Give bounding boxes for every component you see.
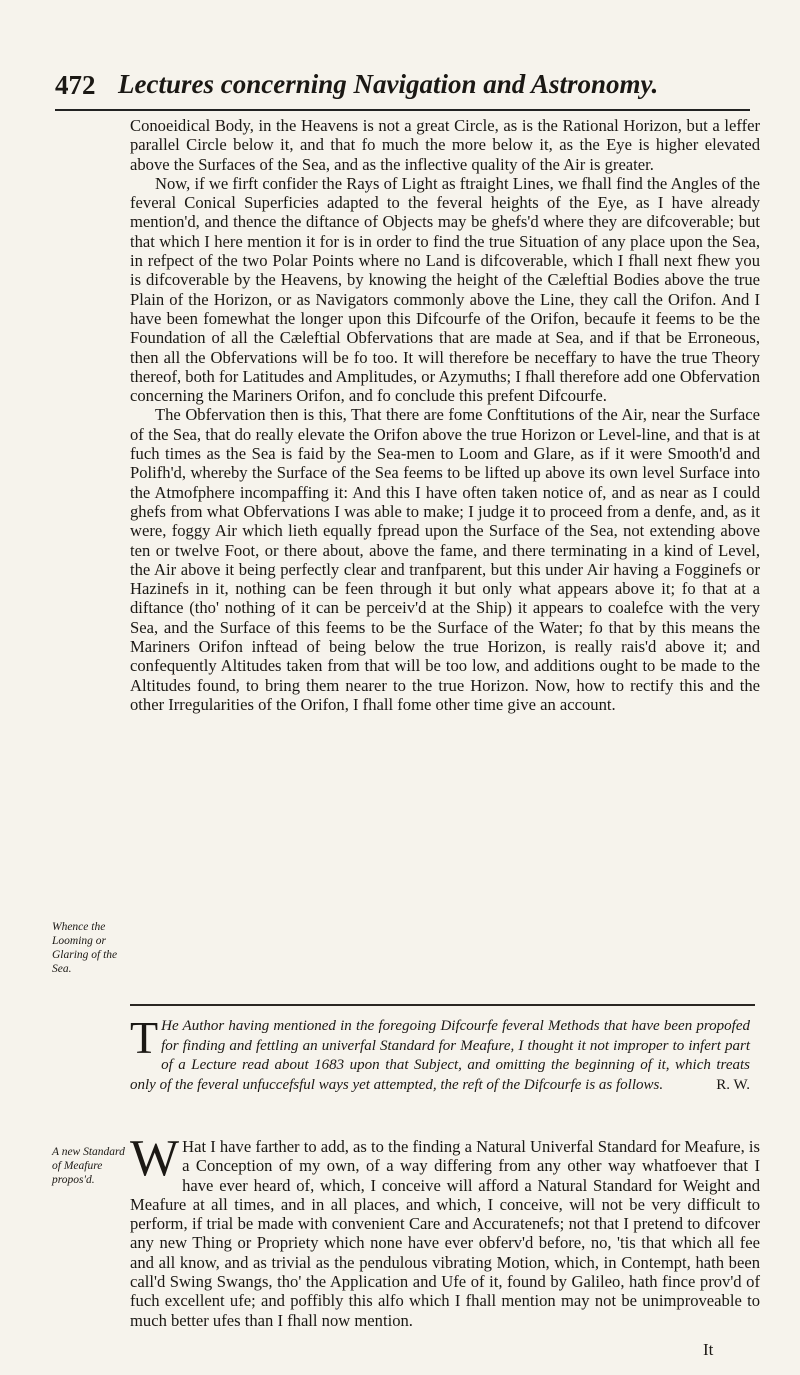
- section-rule: [130, 1004, 755, 1006]
- paragraph-text: Now, if we firft confider the Rays of Light as ftraight Lines, we fhall find the Angles of the feveral Conical Superficies adapted to the feveral heights of the Eye, as I have already mention'd, and thence the diftance of Objects may be ghefs'd where they are difcoverable; but that which I here mention it for is in order to find the true Situation of any place upon the Sea, in refpect of the two Polar Points where no Land is difcoverable, which I fhall next fhew you is difcoverable by the Heavens, by knowing the height of the Cæleftial Bodies above the true Plain of the Horizon, or as Navigators commonly above the Line, they call the Orifon. And I have been fomewhat the longer upon this Difcourfe of the Orifon, becaufe it feems to be the Foundation of all the Cæleftial Obfervations that are made at Sea, and if that be Erroneous, then all the Obfervations will be fo too. It will therefore be neceffary to have the true Theory thereof, both for Latitudes and Amplitudes, or Azymuths; I fhall therefore add one Obfervation concerning the Mariners Orifon, and fo conclude this prefent Difcourfe.: [130, 173, 760, 406]
- drop-initial: T: [130, 1012, 159, 1063]
- paragraph-text: The Obfervation then is this, That there are fome Conftitutions of the Air, near the Surface of the Sea, that do really elevate the Orifon above the true Horizon or Level-line, and that is at fuch times as the Sea is faid by the Sea-men to Loom and Glare, as if it were Smooth'd and Polifh'd, whereby the Surface of the Sea feems to be lifted up above its own level Surface into the Atmofphere incompaffing it: And this I have often taken notice of, and as near as I could ghefs from what Obfervations I was able to make; I judge it to proceed from a denfe, and, as it were, foggy Air which lieth equally fpread upon the Surface of the Sea, not extending above ten or twelve Foot, or there about, above the fame, and there terminating in a kind of Level, the Air above it being perfectly clear and tranfparent, but this under Air having a Fogginefs or Hazinefs in it, nothing can be feen through it but only what appears above it; fo that at a diftance (tho' nothing of it can be perceiv'd at the Ship) it appears to coalefce with the very Sea, and the Surface of this feems to be the Surface of the Water; fo that by this means the Mariners Orifon inftead of being below the true Horizon, is really rais'd above it; and confequently Altitudes taken from that will be too low, and additions ought to be made to the Altitudes found, to bring them nearer to the true Horizon. Now, how to rectify this and the other Irregularities of the Orifon, I fhall fome other time give an account.: [130, 405, 760, 714]
- paragraph-1: [130, 116, 760, 714]
- editor-note: [130, 1012, 750, 1095]
- paragraph-text: Conoeidical Body, in the Heavens is not a great Circle, as is the Rational Horizon, but a leffer parallel Circle below it, and that fo much the more below it, as the Eye is higher elevated above the Surfaces of the Sea, and as the inflective quality of the Air is greater.: [130, 116, 760, 174]
- drop-initial: W: [130, 1130, 180, 1187]
- catchword: It: [703, 1340, 714, 1359]
- page-number: 472: [55, 70, 96, 100]
- page-header: [55, 70, 745, 110]
- editor-note-text: He Author having mentioned in the foregoing Difcourfe feveral Methods that have been propofed for finding and fettling an univerfal Standard for Meafure, I thought it not improper to infert part of a Lecture read about 1683 upon that Subject, and omitting the beginning of it, which treats only of the feveral unfuccefsful ways yet attempted, the reft of the Difcourfe is as follows.: [130, 1018, 750, 1093]
- editor-signature: R. W.: [716, 1076, 750, 1093]
- header-rule: [55, 109, 750, 111]
- running-title: Lectures concerning Navigation and Astronomy.: [118, 69, 659, 99]
- paragraph-text: Hat I have farther to add, as to the finding a Natural Univerfal Standard for Meafure, is a Conception of my own, of a way differing from any other way whatfoever that I have ever heard of, which, I conceive will afford a Natural Standard for Weight and Meafure at all times, and in all places, and which, I conceive, will not be very difficult to perform, if trial be made with convenient Care and Accuratenefs; not that I pretend to difcover any new Thing or Propriety which none have ever obferv'd before, no, 'tis that which all fee and all know, and as trivial as the pendulous vibrating Motion, which, in Contempt, hath been call'd Swing Swangs, tho' the Application and Ufe of it, found by Galileo, hath fince prov'd of fuch excellent ufe; and poffibly this alfo which I fhall mention may not be unimproveable to much better ufes than I fhall now mention.: [130, 1137, 760, 1330]
- margin-note-standard: A new Standard of Meafure propos'd.: [52, 1146, 125, 1186]
- paragraph-final: [130, 1130, 760, 1330]
- margin-note-looming: Whence the Looming or Glaring of the Sea.: [52, 921, 118, 975]
